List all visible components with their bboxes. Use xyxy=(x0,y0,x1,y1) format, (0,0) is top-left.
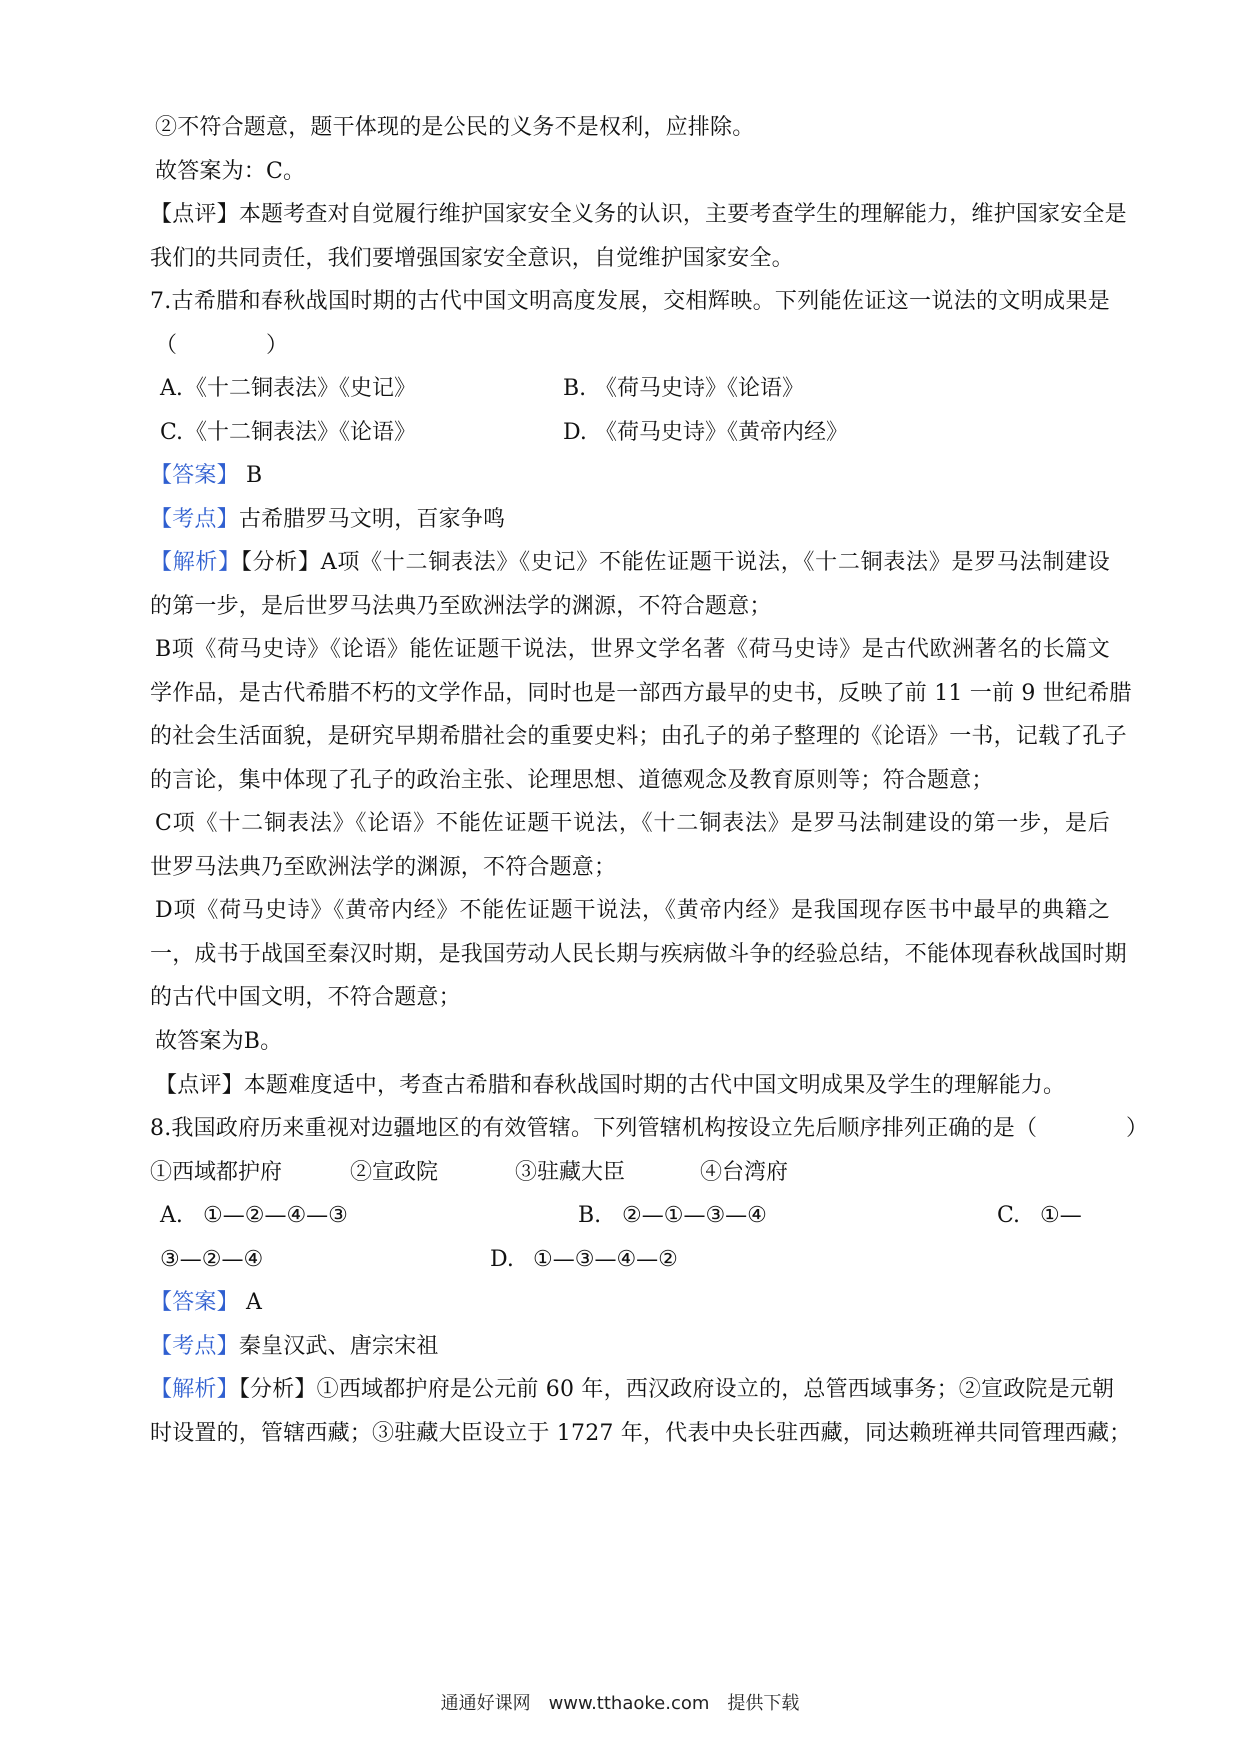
q6-comment-line-1 xyxy=(150,200,1127,230)
q8-analysis-line-1 xyxy=(150,1375,1115,1405)
q7-analysis-line-5: 的社会生活面貌，是研究早期希腊社会的重要史料；由孔子的弟子整理的《论语》一书，记载了孔子 xyxy=(150,724,1127,749)
analysis-tag: 【解析】 xyxy=(150,1377,239,1402)
answer-value: A xyxy=(238,1290,263,1315)
q7-analysis-line-1 xyxy=(150,548,1110,578)
q8-item-3: ③驻藏大臣 xyxy=(515,1160,626,1185)
q7-option-a-label: A. xyxy=(160,376,183,401)
q8-item-2: ②宣政院 xyxy=(350,1160,439,1185)
q7-option-d-text: 《荷马史诗》《黄帝内经》 xyxy=(595,420,849,445)
q8-option-c-text-part-1: ①— xyxy=(1040,1203,1082,1228)
point-value: 秦皇汉武、唐宗宋祖 xyxy=(238,1334,439,1359)
q7-analysis-line-11: 的古代中国文明，不符合题意； xyxy=(150,985,461,1010)
point-tag: 【考点】 xyxy=(150,507,239,532)
q7-option-b-label: B. xyxy=(563,376,587,401)
q7-analysis-line-6: 的言论，集中体现了孔子的政治主张、论理思想、道德观念及教育原则等；符合题意； xyxy=(150,768,994,793)
q7-analysis-line-2: 的第一步，是后世罗马法典乃至欧洲法学的渊源，不符合题意； xyxy=(150,594,772,619)
q7-conclusion: 故答案为B。 xyxy=(155,1029,283,1054)
page-footer: 通通好课网 www.tthaoke.com 提供下载 xyxy=(440,1693,800,1714)
q8-stem: 8.我国政府历来重视对边疆地区的有效管辖。下列管辖机构按设立先后顺序排列正确的是（ ） xyxy=(150,1116,1149,1141)
q8-answer xyxy=(150,1288,1110,1318)
q8-option-b-label: B. xyxy=(578,1203,602,1228)
q8-item-1: ①西域都护府 xyxy=(150,1160,283,1185)
q7-answer xyxy=(150,461,1110,491)
q7-analysis-text: 【分析】A项《十二铜表法》《史记》不能佐证题干说法，《十二铜表法》是罗马法制建设 xyxy=(240,550,1110,575)
q7-stem-line-1: 7.古希腊和春秋战国时期的古代中国文明高度发展，交相辉映。下列能佐证这一说法的文明成果是 xyxy=(150,289,1110,314)
answer-tag: 【答案】 xyxy=(150,1290,239,1315)
q8-knowledge-point xyxy=(150,1332,1110,1362)
q7-knowledge-point xyxy=(150,505,1110,535)
q8-analysis-line-2: 时设置的，管辖西藏；③驻藏大臣设立于 1727 年，代表中央长驻西藏，同达赖班禅共同管理西藏； xyxy=(150,1421,1132,1446)
q7-analysis-line-4: 学作品，是古代希腊不朽的文学作品，同时也是一部西方最早的史书，反映了前 11 一前 9 世纪希腊 xyxy=(150,681,1132,706)
q7-analysis-line-3: B项《荷马史诗》《论语》能佐证题干说法，世界文学名著《荷马史诗》是古代欧洲著名的长篇文 xyxy=(155,637,1110,662)
q7-analysis-line-10: 一，成书于战国至秦汉时期，是我国劳动人民长期与疾病做斗争的经验总结，不能体现春秋战国时期 xyxy=(150,942,1127,967)
q8-analysis-text: 【分析】①西域都护府是公元前 60 年，西汉政府设立的，总管西域事务；②宣政院是元朝 xyxy=(238,1377,1115,1402)
q7-option-d-label: D. xyxy=(563,420,587,445)
comment-tag: 【点评】 xyxy=(150,202,239,227)
q7-analysis-line-7: C项《十二铜表法》《论语》不能佐证题干说法，《十二铜表法》是罗马法制建设的第一步，是后 xyxy=(155,811,1110,836)
q6-analysis-line: ②不符合题意，题干体现的是公民的义务不是权利，应排除。 xyxy=(155,115,755,140)
q7-option-c-label: C. xyxy=(160,420,184,445)
q7-option-b-text: 《荷马史诗》《论语》 xyxy=(595,376,805,401)
q6-comment-text: 本题考查对自觉履行维护国家安全义务的认识，主要考查学生的理解能力，维护国家安全是 xyxy=(238,202,1127,227)
q8-option-c-label: C. xyxy=(997,1203,1021,1228)
q7-analysis-line-9: D项《荷马史诗》《黄帝内经》不能佐证题干说法，《黄帝内经》是我国现存医书中最早的典籍之 xyxy=(155,898,1110,923)
q7-comment: 【点评】本题难度适中，考查古希腊和春秋战国时期的古代中国文明成果及学生的理解能力。 xyxy=(155,1073,1066,1098)
q7-stem-line-2: （ ） xyxy=(155,333,289,358)
point-tag: 【考点】 xyxy=(150,1334,239,1359)
q7-option-c-text: 《十二铜表法》《论语》 xyxy=(185,420,417,445)
point-value: 古希腊罗马文明，百家争鸣 xyxy=(238,507,506,532)
analysis-tag: 【解析】 xyxy=(150,550,241,575)
q6-answer-line: 故答案为：C。 xyxy=(155,159,306,184)
q8-option-a-text: ①—②—④—③ xyxy=(203,1203,348,1228)
q7-analysis-line-8: 世罗马法典乃至欧洲法学的渊源，不符合题意； xyxy=(150,855,617,880)
q8-option-d-label: D. xyxy=(490,1247,514,1272)
answer-value: B xyxy=(238,463,263,488)
answer-tag: 【答案】 xyxy=(150,463,239,488)
q6-comment-line-2: 我们的共同责任，我们要增强国家安全意识，自觉维护国家安全。 xyxy=(150,246,794,271)
q8-option-d-text: ①—③—④—② xyxy=(533,1247,678,1272)
q8-option-c-text-part-2: ③—②—④ xyxy=(160,1247,264,1272)
q8-option-a-label: A. xyxy=(160,1203,183,1228)
q7-option-a-text: 《十二铜表法》《史记》 xyxy=(185,376,417,401)
q8-option-b-text: ②—①—③—④ xyxy=(622,1203,767,1228)
q8-item-4: ④台湾府 xyxy=(700,1160,789,1185)
